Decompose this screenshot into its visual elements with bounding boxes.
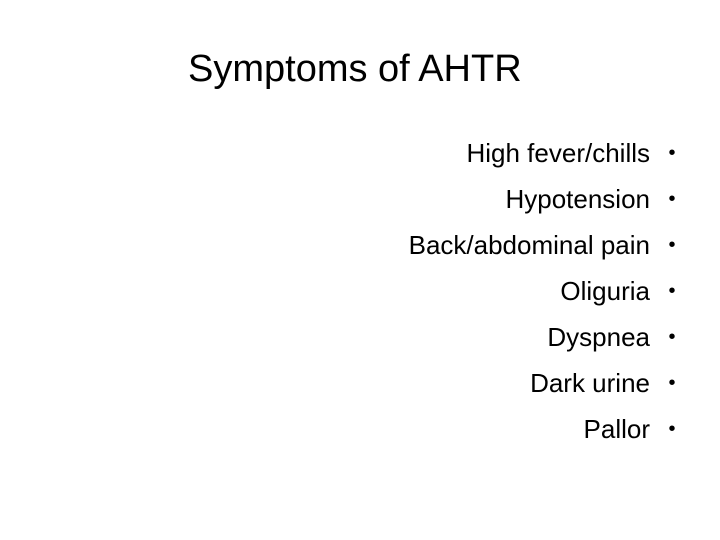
bullet-icon: • bbox=[668, 372, 676, 394]
list-item bbox=[409, 222, 680, 268]
bullet-icon: • bbox=[668, 418, 676, 440]
list-item-text: Oliguria bbox=[560, 276, 650, 306]
list-item bbox=[409, 406, 680, 452]
list-item-text: High fever/chills bbox=[466, 138, 650, 168]
bullet-icon: • bbox=[668, 280, 676, 302]
list-item bbox=[409, 268, 680, 314]
bullet-icon: • bbox=[668, 188, 676, 210]
list-item-text: Dark urine bbox=[530, 368, 650, 398]
list-item-text: Pallor bbox=[583, 414, 650, 444]
list-item-text: Back/abdominal pain bbox=[408, 230, 650, 260]
bullet-icon: • bbox=[668, 326, 676, 348]
list-item bbox=[409, 360, 680, 406]
bullet-icon: • bbox=[668, 234, 676, 256]
symptom-list bbox=[409, 130, 680, 452]
bullet-icon: • bbox=[668, 142, 676, 164]
list-item bbox=[409, 176, 680, 222]
list-item bbox=[409, 130, 680, 176]
slide-title: Symptoms of AHTR bbox=[188, 48, 522, 90]
list-item bbox=[409, 314, 680, 360]
list-item-text: Hypotension bbox=[505, 184, 650, 214]
list-item-text: Dyspnea bbox=[547, 322, 650, 352]
